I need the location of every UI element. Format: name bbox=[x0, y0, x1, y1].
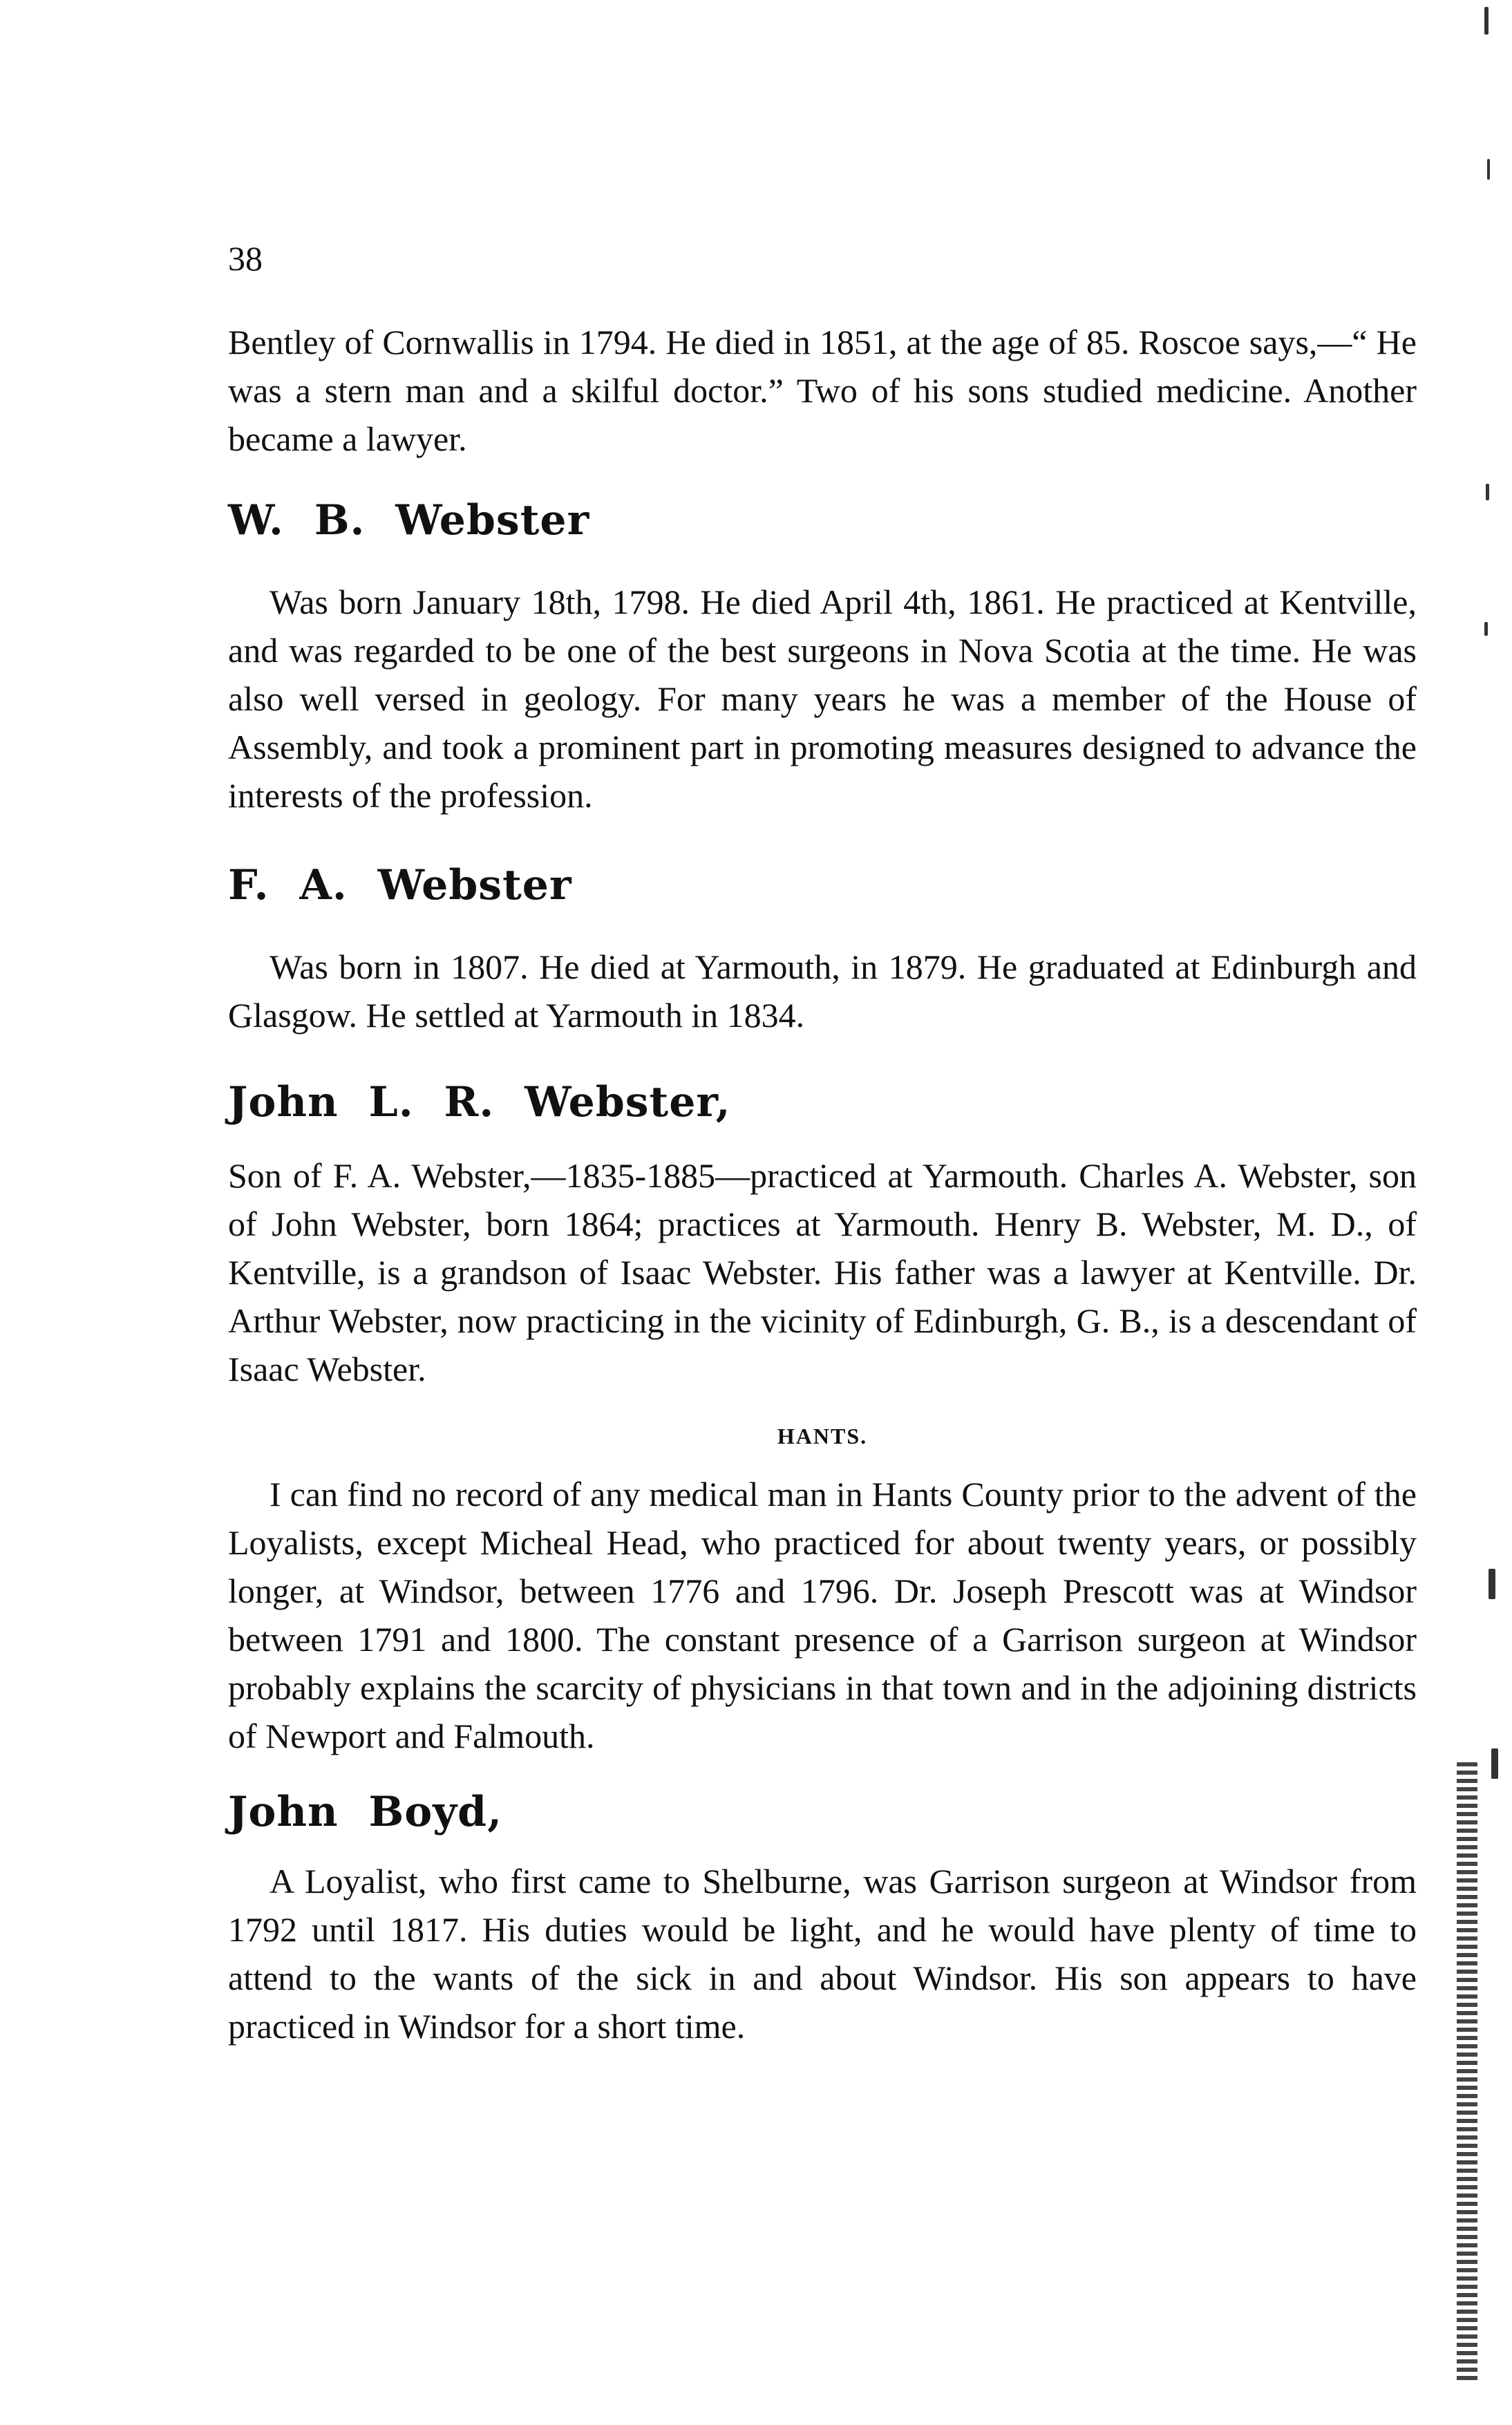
heading-fa-webster: F. A. Webster bbox=[228, 861, 572, 909]
paragraph-intro: Bentley of Cornwallis in 1794. He died in 1851, at the age of 85. Roscoe says,—“ He was a stern man and a skilful doctor.” Two of his sons studied medicine. Another became a lawyer. bbox=[228, 323, 1417, 458]
paragraph-wb-webster: Was born January 18th, 1798. He died April 4th, 1861. He practiced at Kentville, and was regarded to be one of the best surgeons in Nova Scotia at the time. He was also well versed in geology. For many years he was a member of the House of Assembly, and took a prominent part in promoting measures designed to advance the interests of the profession. bbox=[228, 583, 1417, 815]
heading-john-boyd: John Boyd, bbox=[228, 1788, 502, 1836]
paragraph-jlr-webster: Son of F. A. Webster,—1835-1885—practiced at Yarmouth. Charles A. Webster, son of John Webster, born 1864; practices at Yarmouth. Henry B. Webster, M. D., of Kentville, is a grandson of Isaac Webster. His father was a lawyer at Kentville. Dr. Arthur Webster, now practicing in the vicinity of Edinburgh, G. B., is a descendant of Isaac Webster. bbox=[228, 1156, 1417, 1388]
heading-jlr-webster: John L. R. Webster, bbox=[228, 1078, 731, 1126]
book-page bbox=[228, 0, 1417, 2425]
paragraph-hants: I can find no record of any medical man in Hants County prior to the advent of the Loyalists, except Micheal Head, who practiced for about twenty years, or possibly longer, at Windsor, between 1776 and 1796. Dr. Joseph Prescott was at Windsor between 1791 and 1800. The constant presence of a Garrison surgeon at Windsor probably explains the scarcity of physicians in that town and in the adjoining districts of Newport and Falmouth. bbox=[228, 1475, 1417, 1755]
section-heading-hants: HANTS. bbox=[777, 1424, 868, 1449]
paragraph-john-boyd: A Loyalist, who first came to Shelburne, was Garrison surgeon at Windsor from 1792 until 1817. His duties would be light, and he would have plenty of time to attend to the wants of the sick in and about Windsor. His son appears to have practiced in Windsor for a short time. bbox=[228, 1862, 1417, 2046]
scan-edge-noise bbox=[1457, 0, 1512, 2425]
page-number: 38 bbox=[228, 239, 263, 278]
paragraph-fa-webster: Was born in 1807. He died at Yarmouth, in 1879. He graduated at Edinburgh and Glasgow. He settled at Yarmouth in 1834. bbox=[228, 947, 1417, 1035]
page-body bbox=[228, 318, 1417, 2050]
heading-wb-webster: W. B. Webster bbox=[228, 496, 590, 545]
